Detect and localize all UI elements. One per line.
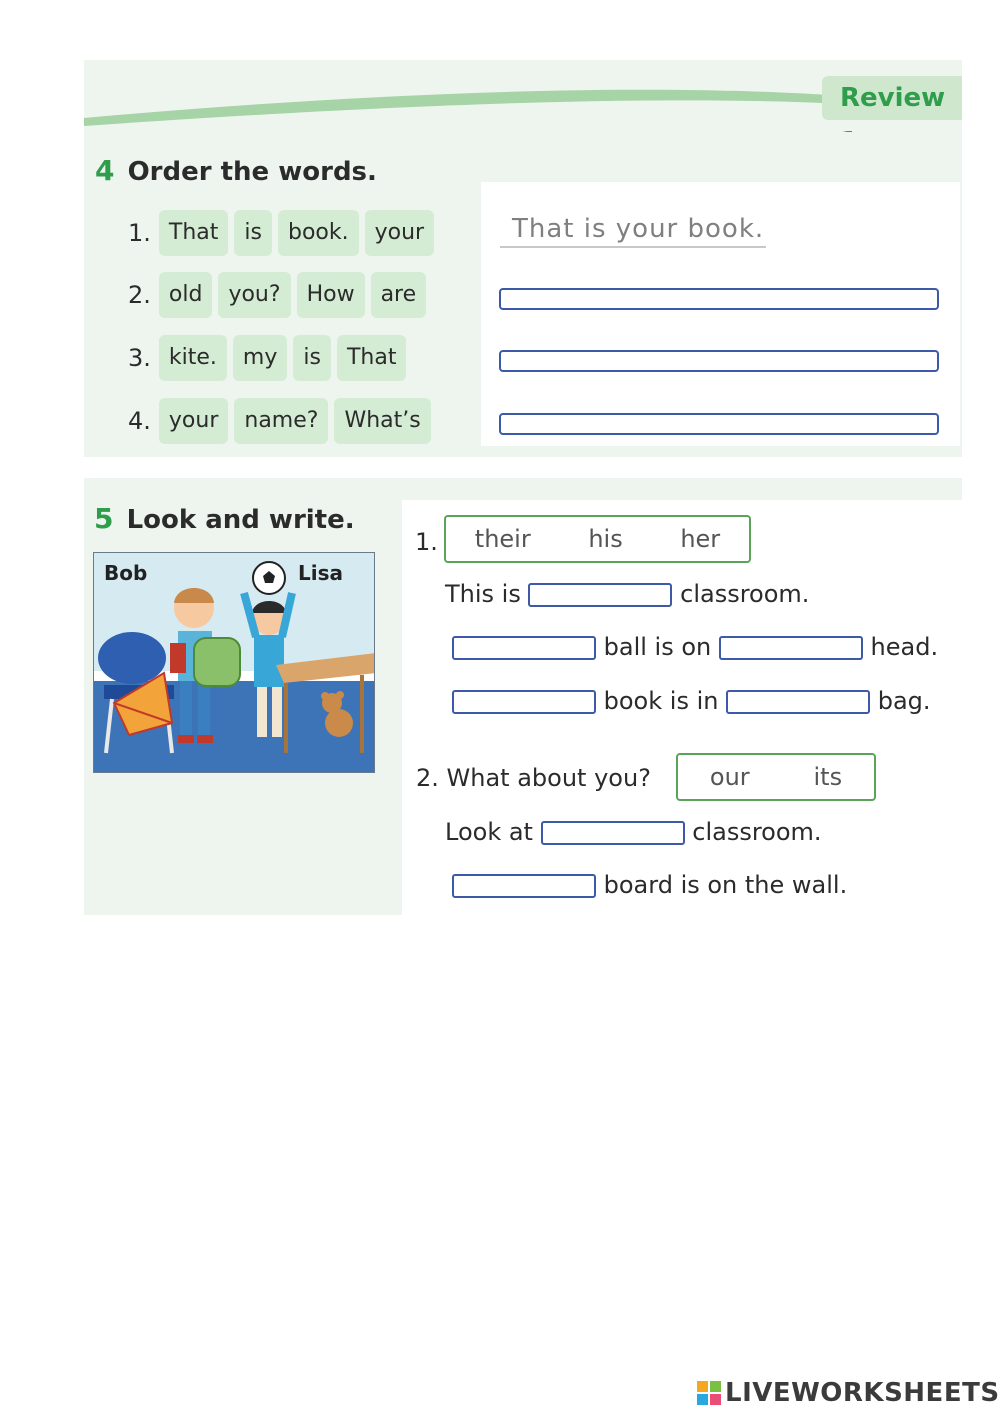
answer-input-4[interactable] xyxy=(499,413,939,435)
word-chip[interactable]: name? xyxy=(234,398,328,444)
word-chip[interactable]: kite. xyxy=(159,335,227,381)
logo-square xyxy=(697,1394,708,1405)
word-chip[interactable]: is xyxy=(293,335,331,381)
word-chip[interactable]: is xyxy=(234,210,272,256)
illustration-bob-lisa xyxy=(93,552,375,773)
word-chip[interactable]: That xyxy=(159,210,229,256)
blank-input[interactable] xyxy=(541,821,685,845)
word-chip[interactable]: your xyxy=(159,398,228,444)
blank-input[interactable] xyxy=(726,690,870,714)
sentence-text: classroom. xyxy=(692,818,822,846)
word-chip[interactable]: old xyxy=(159,272,213,318)
sentence-text: book is in xyxy=(603,687,719,715)
word-option: its xyxy=(813,763,843,791)
example-underline xyxy=(500,246,766,248)
label-bob: Bob xyxy=(104,561,148,585)
sentence-5 xyxy=(452,871,847,899)
row-number: 3. xyxy=(128,344,151,372)
sentence-text: This is xyxy=(445,580,521,608)
order-row-2 xyxy=(128,272,426,318)
logo-square xyxy=(710,1394,721,1405)
logo-square xyxy=(697,1381,708,1392)
sentence-text: bag. xyxy=(877,687,931,715)
sentence-text: Look at xyxy=(445,818,533,846)
section-title: Order the words. xyxy=(127,157,377,187)
word-bank-1 xyxy=(444,515,751,563)
bag xyxy=(194,638,240,686)
order-row-4 xyxy=(128,398,431,444)
part-2-question: 2. What about you? xyxy=(416,764,651,792)
label-lisa: Lisa xyxy=(298,561,343,585)
example-answer: That is your book. xyxy=(512,214,765,244)
blank-input[interactable] xyxy=(719,636,863,660)
word-chip[interactable]: are xyxy=(371,272,427,318)
word-chip[interactable]: That xyxy=(337,335,407,381)
sentence-text: board is on the wall. xyxy=(603,871,848,899)
order-row-3 xyxy=(128,335,406,381)
row-number: 4. xyxy=(128,407,151,435)
blank-input[interactable] xyxy=(452,636,596,660)
word-bank-2 xyxy=(676,753,876,801)
row-number: 1. xyxy=(128,219,151,247)
word-chip[interactable]: your xyxy=(365,210,434,256)
logo-text: LIVEWORKSHEETS xyxy=(725,1378,1000,1408)
sentence-text: classroom. xyxy=(680,580,810,608)
sentence-2 xyxy=(452,633,938,661)
classroom-scene xyxy=(94,553,375,773)
sentence-1 xyxy=(445,580,809,608)
word-chip[interactable]: book. xyxy=(278,210,359,256)
blank-input[interactable] xyxy=(452,690,596,714)
logo-square xyxy=(710,1381,721,1392)
section-5-heading xyxy=(94,502,355,535)
section-title: Look and write. xyxy=(126,505,355,535)
sentence-4 xyxy=(445,818,822,846)
blank-input[interactable] xyxy=(528,583,672,607)
review-tab: Review xyxy=(822,76,962,120)
teddy-bear xyxy=(325,709,353,737)
word-option: their xyxy=(474,525,531,553)
row-number: 2. xyxy=(128,281,151,309)
word-chip[interactable]: How xyxy=(297,272,365,318)
section-number: 5 xyxy=(94,502,114,535)
sentence-3 xyxy=(452,687,931,715)
order-row-1 xyxy=(128,210,434,256)
liveworksheets-logo xyxy=(697,1378,1000,1408)
word-option: his xyxy=(588,525,623,553)
section-number: 4 xyxy=(95,154,115,187)
chair-back xyxy=(98,632,166,684)
word-chip[interactable]: What’s xyxy=(334,398,430,444)
word-chip[interactable]: you? xyxy=(218,272,290,318)
part-1-number: 1. xyxy=(415,528,438,556)
blank-input[interactable] xyxy=(452,874,596,898)
word-option: our xyxy=(709,763,750,791)
sentence-text: ball is on xyxy=(603,633,712,661)
answer-input-3[interactable] xyxy=(499,350,939,372)
section-4-heading xyxy=(95,154,377,187)
answer-input-2[interactable] xyxy=(499,288,939,310)
word-chip[interactable]: my xyxy=(233,335,287,381)
logo-squares-icon xyxy=(697,1381,721,1405)
word-option: her xyxy=(680,525,721,553)
sentence-text: head. xyxy=(870,633,939,661)
section-5-top-strip xyxy=(402,478,962,500)
